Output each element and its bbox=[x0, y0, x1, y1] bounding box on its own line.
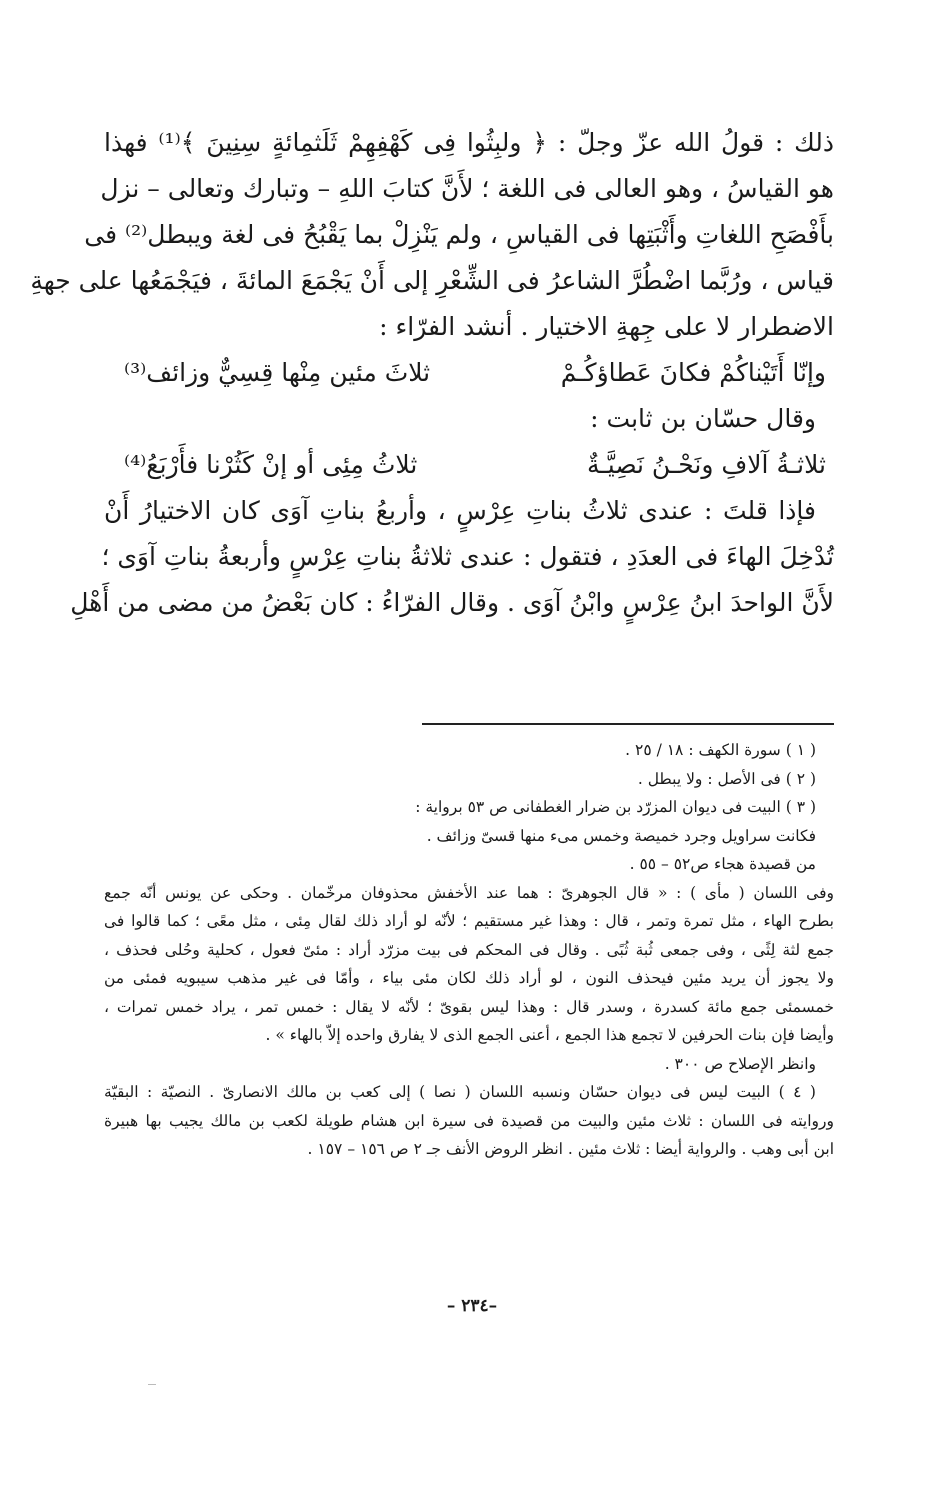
text-line: الاضطرار لا على جِهةِ الاختيار . أنشد الفرّاء : bbox=[379, 312, 834, 341]
footnote-2: ( ٢ ) فى الأصل : ولا يبطل . bbox=[637, 769, 816, 788]
verse-second-hemistich: ثلاثُ مِئِى أو إنْ كَثُرْنا فأَرْبَعُ⁽⁴⁾ bbox=[124, 450, 418, 479]
footnote-3-line: بطرح الهاء ، مثل تمرة وتمر ، قال : وهذا غير مستقيم ؛ لأنّه لو أراد ذلك لقال مِئى ، مثل معًى ؛ كما قالوا فى bbox=[104, 912, 834, 930]
text-line: قياس ، ورُبَّما اضْطُرَّ الشاعرُ فى الشِّعْرِ إلى أَنْ يَجْمَعَ المائةَ ، فيَجْمَعُها على جهةِ bbox=[30, 266, 834, 295]
poetry-verse bbox=[104, 442, 834, 488]
text-line: هو القياسُ ، وهو العالى فى اللغة ؛ لأَنَّ كتابَ اللهِ – وتبارك وتعالى – نزل bbox=[100, 174, 834, 203]
verse-second-hemistich: ثلاثَ مئين مِنْها قِسِيٌّ وزائف⁽³⁾ bbox=[124, 358, 431, 387]
poetry-verse bbox=[104, 350, 834, 396]
main-text bbox=[30, 120, 834, 626]
footnote-4-line: ابن أبى وهب . والرواية أيضا : ثلاث مئين . انظر الروض الأنف جـ ٢ ص ١٥٦ – ١٥٧ . bbox=[307, 1140, 834, 1158]
footnote-4-line: وروايته فى اللسان : ثلاث مئين والبيت من قصيدة فى سيرة ابن هشام طويلة لكعب بن مالك يجيب بها هبيرة bbox=[104, 1111, 834, 1130]
footnote-4: ( ٤ ) البيت ليس فى ديوان حسّان ونسبه اللسان ( نصا ) إلى كعب بن مالك الانصارىّ . النصيّة : البقيّة bbox=[104, 1083, 816, 1101]
footnote-3-reference: وانظر الإصلاح ص ٣٠٠ . bbox=[664, 1054, 816, 1073]
text-line: بأَفْصَحِ اللغاتِ وأَثْبَتِها فى القياسِ ، ولم يَنْزِلْ بما يَقْبُحُ فى لغة ويبطل⁽²⁾ فى bbox=[84, 220, 834, 249]
text-line: فإذا قلتَ : عندى ثلاثُ بناتِ عِرْسٍ ، وأربعُ بناتِ آوَى كان الاختيارُ أَنْ bbox=[104, 496, 816, 525]
text-line: لأَنَّ الواحدَ ابنُ عِرْسٍ وابْنُ آوَى . وقال الفرّاءُ : كان بَعْضُ من مضى من أَهْلِ bbox=[70, 588, 834, 617]
footnote-divider bbox=[422, 723, 834, 725]
text-line: تُدْخِلَ الهاءَ فى العدَدِ ، فتقول : عندى ثلاثةُ بناتِ عِرْسٍ وأربعةُ بناتِ آوَى ؛ bbox=[101, 542, 834, 571]
footnote-3-line: ولا يجوز أن يريد مئين فيحذف النون ، لو أراد ذلك لكان مئى بياء ، وأمّا فى غير مذهب سيبويه فمئى من bbox=[104, 969, 834, 987]
text-line: ذلك : قولُ الله عزّ وجلّ : ﴿ ولبِثُوا فِى كَهْفِهِمْ ثَلَثمِائةٍ سِنِينَ ﴾⁽¹⁾ فهذا bbox=[104, 128, 834, 157]
footnote-3-line: وفى اللسان ( مأى ) : « قال الجوهرىّ : هما عند الأخفش محذوفان مرخّمان . وحكى عن يونس أنّه جمع bbox=[104, 883, 834, 902]
scan-speck bbox=[148, 1384, 156, 1385]
footnote-3-line: جمع لثة لِثًى ، وفى جمعى ثُبة ثُبًى . وقال فى المحكم فى بيت مزرّد أراد : مئىّ فعول ، كحلية وحُلى فحذف ، bbox=[104, 940, 834, 959]
page-number: –٢٣٤ – bbox=[446, 1296, 498, 1316]
footnote-1: ( ١ ) سورة الكهف : ١٨ / ٢٥ . bbox=[625, 741, 816, 759]
footnote-3-line: وأيضا فإن بنات الحرفين لا تجمع هذا الجمع ، أعنى الجمع الذى لا يفارق واحده إلاّ بالهاء » . bbox=[265, 1026, 834, 1044]
footnotes bbox=[104, 736, 834, 1164]
footnote-3-verse: فكانت سراويل وجرد خميصة وخمس مىء منها قسىّ وزائف . bbox=[426, 826, 816, 845]
verse-first-hemistich: ثلاثـةُ آلافِ ونَحْـنُ نَصِيَّـةٌ bbox=[587, 450, 826, 479]
footnote-3: ( ٣ ) البيت فى ديوان المزرّد بن ضرار الغطفانى ص ٥٣ برواية : bbox=[415, 798, 816, 816]
footnote-3-line: خمسمئى جمع مائة كسدرة ، وسدر قال : وهذا ليس بقوىّ ؛ لأنّه لا يقال : خمس تمر ، يراد خمس تمرات ، bbox=[104, 997, 834, 1016]
verse-first-hemistich: وإنّا أَتَيْناكُمْ فكانَ عَطاؤكُـمْ bbox=[560, 358, 826, 387]
footnote-3-source: من قصيدة هجاء ص٥٢ – ٥٥ . bbox=[629, 855, 816, 873]
verse-intro: وقال حسّان بن ثابت : bbox=[590, 404, 816, 433]
